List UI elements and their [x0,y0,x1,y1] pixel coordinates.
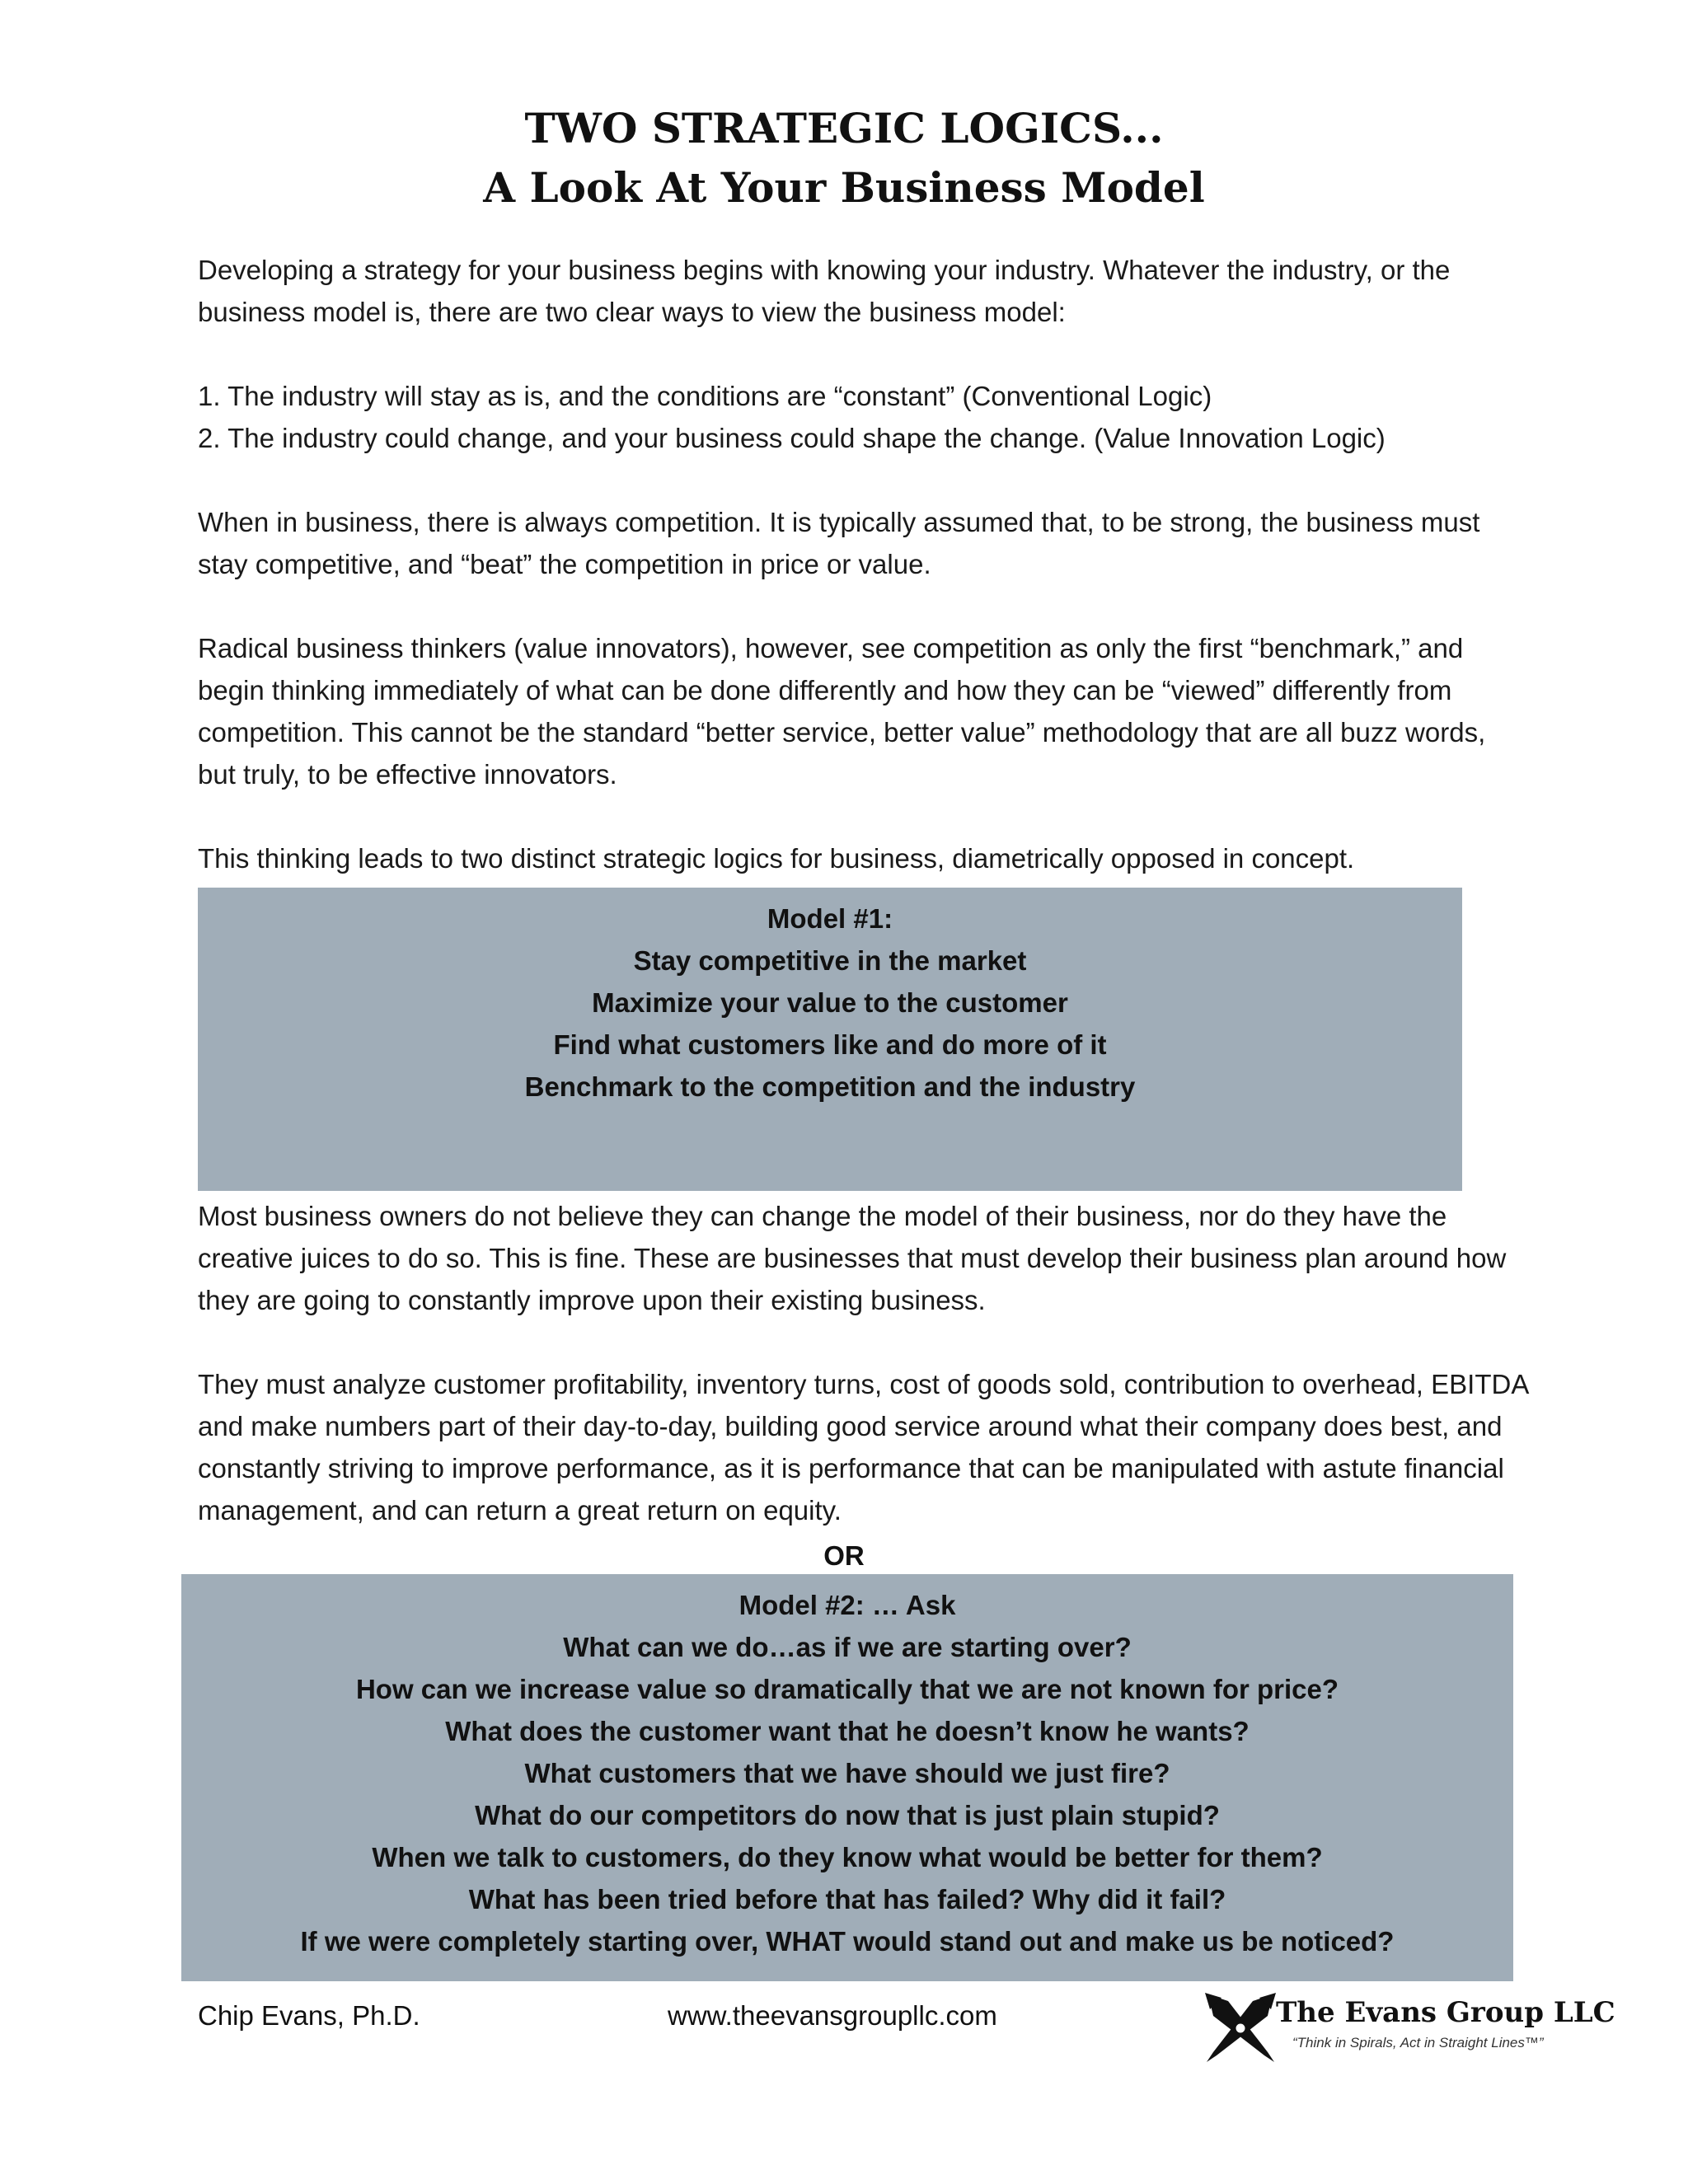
model-1-line: Maximize your value to the customer [592,987,1068,1018]
model-1-line: Benchmark to the competition and the industry [524,1071,1136,1102]
radical-paragraph: Radical business thinkers (value innovators), however, see competition as only the first “benchmark,” and begin thinking immediately of what can be done differently and how they can be “viewed” differently from competition. This cannot be the standard “better service, better value” methodology that are all buzz words, but truly, to be effective innovators. [198,633,1486,790]
list-item-value-innovation: 2. The industry could change, and your business could shape the change. (Value Innovation Logic) [198,423,1386,453]
model-2-heading: Model #2: … Ask [738,1590,956,1620]
model-2-question: What can we do…as if we are starting over? [563,1632,1132,1662]
model-2-question: How can we increase value so dramatically that we are not known for price? [355,1674,1339,1704]
thinking-section [198,837,1517,879]
radical-section [198,627,1517,795]
thinking-paragraph: This thinking leads to two distinct strategic logics for business, diametrically opposed in concept. [198,843,1355,874]
footer-website: www.theevansgroupllc.com [668,2000,997,2031]
model-2-question: When we talk to customers, do they know what would be better for them? [372,1842,1323,1872]
model-2-box [181,1574,1513,1981]
title-line-1: TWO STRATEGIC LOGICS... [524,104,1164,152]
model-1-line: Stay competitive in the market [633,945,1027,976]
model-1-box [198,888,1462,1191]
model-2-question: What customers that we have should we just fire? [524,1758,1170,1788]
model-2-question: If we were completely starting over, WHAT would stand out and make us be noticed? [300,1926,1395,1957]
analyze-paragraph: They must analyze customer profitability, inventory turns, cost of goods sold, contribution to overhead, EBITDA and make numbers part of their day-to-day, building good service around what their company does best, and constantly striving to improve performance, as it is performance that can be manipulated with astute financial management, and can return a great return on equity. [198,1369,1528,1526]
model-1-line: Find what customers like and do more of it [553,1029,1107,1060]
model-1-heading: Model #1: [767,903,893,934]
owners-section [198,1195,1533,1321]
model-2-question: What has been tried before that has failed? Why did it fail? [468,1884,1226,1915]
list-item-conventional: 1. The industry will stay as is, and the conditions are “constant” (Conventional Logic) [198,381,1212,411]
title-line-2: A Look At Your Business Model [483,163,1205,212]
model-2-question: What does the customer want that he doesn’t know he wants? [445,1716,1250,1746]
footer-author: Chip Evans, Ph.D. [198,2000,420,2031]
analyze-section [198,1363,1533,1531]
logo-tagline: “Think in Spirals, Act in Straight Lines™” [1292,2035,1544,2050]
crossed-arrows-icon [1203,1991,1278,2065]
model-2-question: What do our competitors do now that is just plain stupid? [475,1800,1220,1830]
intro-section [198,249,1517,333]
intro-paragraph: Developing a strategy for your business begins with knowing your industry. Whatever the industry, or the business model is, there are two clear ways to view the business model: [198,255,1451,327]
owners-paragraph: Most business owners do not believe they can change the model of their business, nor do they have the creative juices to do so. This is fine. These are businesses that must develop their business plan around how they are going to constantly improve upon their existing business. [198,1201,1507,1315]
competition-paragraph: When in business, there is always competition. It is typically assumed that, to be strong, the business must stay competitive, and “beat” the competition in price or value. [198,507,1480,579]
or-separator: OR [823,1540,865,1571]
logic-list [198,375,1517,459]
logo-company-name: The Evans Group LLC [1276,1996,1615,2029]
competition-section [198,501,1517,585]
company-logo [1203,1991,1615,2065]
page-title [0,99,1688,218]
